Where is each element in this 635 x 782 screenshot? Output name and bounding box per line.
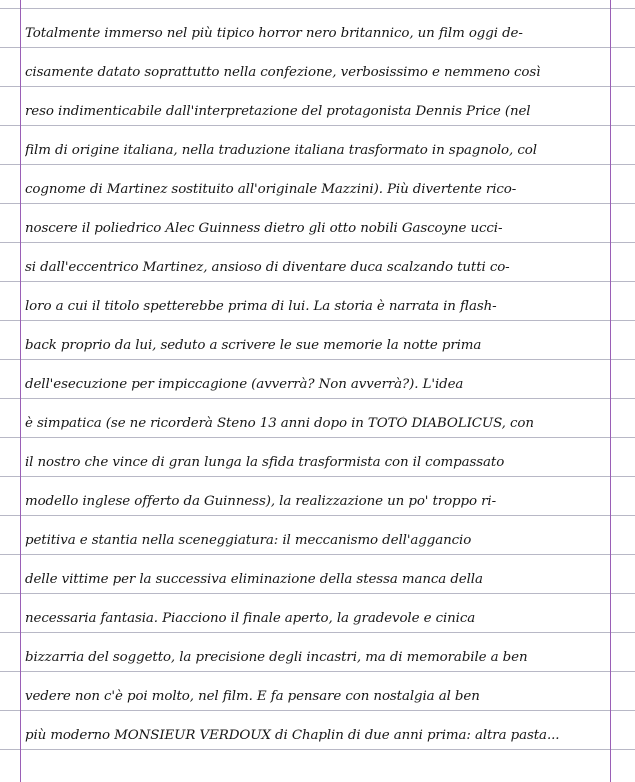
ruled-line bbox=[0, 632, 635, 633]
ruled-line bbox=[0, 359, 635, 360]
text-line-5: cognome di Martinez sostituito all'originale Mazzini). Più divertente rico- bbox=[25, 182, 517, 197]
text-line-16: necessaria fantasia. Piacciono il finale aperto, la gradevole e cinica bbox=[25, 611, 476, 626]
text-line-10: dell'esecuzione per impiccagione (avverrà? Non avverrà?). L'idea bbox=[25, 377, 464, 392]
text-line-19: più moderno MONSIEUR VERDOUX di Chaplin di due anni prima: altra pasta... bbox=[25, 728, 560, 743]
text-line-9: back proprio da lui, seduto a scrivere le sue memorie la notte prima bbox=[25, 338, 482, 353]
ruled-line bbox=[0, 476, 635, 477]
ruled-line bbox=[0, 281, 635, 282]
text-line-1: Totalmente immerso nel più tipico horror nero britannico, un film oggi de- bbox=[25, 26, 523, 41]
text-line-13: modello inglese offerto da Guinness), la realizzazione un po' troppo ri- bbox=[25, 494, 497, 509]
ruled-line bbox=[0, 515, 635, 516]
ruled-line bbox=[0, 710, 635, 711]
right-margin-line bbox=[610, 0, 611, 782]
text-line-6: noscere il poliedrico Alec Guinness dietro gli otto nobili Gascoyne ucci- bbox=[25, 221, 503, 236]
ruled-line bbox=[0, 86, 635, 87]
text-line-3: reso indimenticabile dall'interpretazione del protagonista Dennis Price (nel bbox=[25, 104, 531, 119]
text-line-11: è simpatica (se ne ricorderà Steno 13 anni dopo in TOTÒ DIABOLICUS, con bbox=[25, 416, 534, 431]
text-line-12: il nostro che vince di gran lunga la sfida trasformista con il compassato bbox=[25, 455, 505, 470]
ruled-line bbox=[0, 398, 635, 399]
text-line-2: cisamente datato soprattutto nella confezione, verbosissimo e nemmeno così bbox=[25, 65, 541, 80]
ruled-line bbox=[0, 554, 635, 555]
ruled-line bbox=[0, 164, 635, 165]
ruled-line bbox=[0, 8, 635, 9]
text-line-17: bizzarria del soggetto, la precisione degli incastri, ma di memorabile a ben bbox=[25, 650, 528, 665]
ruled-line bbox=[0, 125, 635, 126]
ruled-line bbox=[0, 593, 635, 594]
text-line-8: loro a cui il titolo spetterebbe prima di lui. La storia è narrata in flash- bbox=[25, 299, 497, 314]
text-line-14: petitiva e stantia nella sceneggiatura: il meccanismo dell'aggancio bbox=[25, 533, 472, 548]
text-line-7: si dall'eccentrico Martinez, ansioso di diventare duca scalzando tutti co- bbox=[25, 260, 510, 275]
text-line-18: vedere non c'è poi molto, nel film. E fa pensare con nostalgia al ben bbox=[25, 689, 480, 704]
left-margin-line bbox=[20, 0, 21, 782]
ruled-line bbox=[0, 671, 635, 672]
ruled-line bbox=[0, 47, 635, 48]
ruled-line bbox=[0, 749, 635, 750]
text-line-4: film di origine italiana, nella traduzione italiana trasformato in spagnolo, col bbox=[25, 143, 537, 158]
ruled-line bbox=[0, 242, 635, 243]
text-line-15: delle vittime per la successiva eliminazione della stessa manca della bbox=[25, 572, 483, 587]
ruled-line bbox=[0, 437, 635, 438]
ruled-line bbox=[0, 320, 635, 321]
ruled-line bbox=[0, 203, 635, 204]
